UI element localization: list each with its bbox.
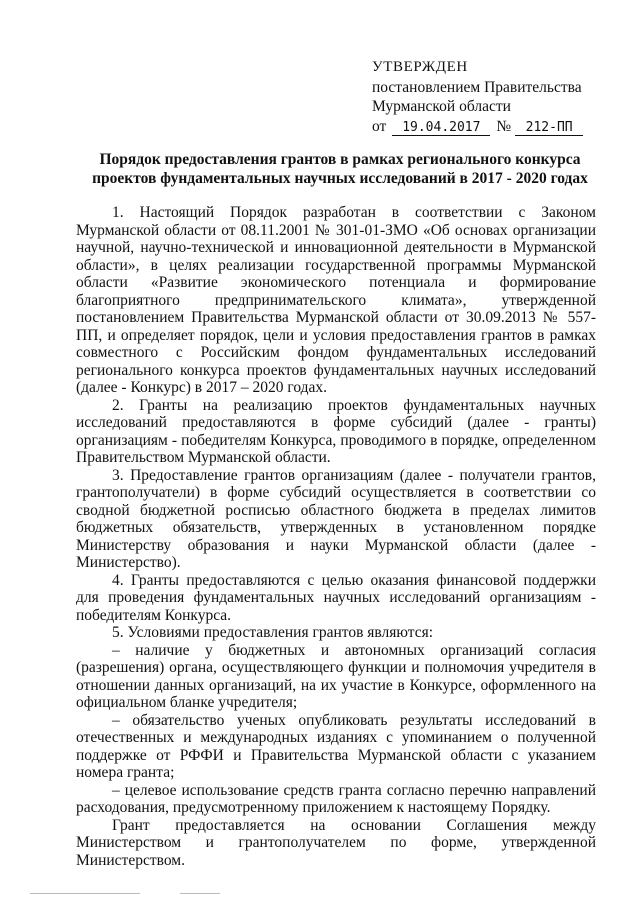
footer-rule-left [30, 893, 140, 894]
document-body [76, 204, 596, 869]
approval-line-2: Мурманской области [372, 98, 511, 115]
condition-1: – наличие у бюджетных и автономных организаций согласия (разрешения) органа, осуществляющего функции и полномочия учредителя в отношении данных организаций, на их участие в Конкурсе, оформленного на официальном бланке учредителя; [76, 641, 596, 711]
approval-number: 212-ПП [515, 120, 583, 136]
document-title [70, 150, 610, 188]
paragraph-grant-basis: Грант предоставляется на основании Соглашения между Министерством и грантополучателем по форме, утвержденной Министерством. [76, 816, 596, 869]
condition-2: – обязательство ученых опубликовать результаты исследований в отечественных и международных изданиях с упоминанием о полученной поддержке от РФФИ и Правительства Мурманской области с указанием номера гранта; [76, 711, 596, 781]
approval-stamp [372, 58, 622, 136]
title-line-2: проектов фундаментальных научных исследований в 2017 - 2020 годах [92, 170, 588, 187]
approval-line-1: постановлением Правительства [372, 78, 582, 96]
date-prefix: от [372, 117, 387, 135]
paragraph-2: 2. Гранты на реализацию проектов фундаментальных научных исследований предоставляются в форме субсидий (далее - гранты) организациям - победителям Конкурса, проводимого в порядке, определенном Правительством Мурманской области. [76, 396, 596, 466]
condition-3: – целевое использование средств гранта согласно перечню направлений расходования, предусмотренному приложением к настоящему Порядку. [76, 781, 596, 816]
paragraph-4: 4. Гранты предоставляются с целью оказания финансовой поддержки для проведения фундаментальных научных исследований организациям - победителям Конкурса. [76, 571, 596, 624]
footer-rule-right [180, 893, 220, 894]
paragraph-1: 1. Настоящий Порядок разработан в соответствии с Законом Мурманской области от 08.11.2001 № 301-01-ЗМО «Об основах организации научной, научно-технической и инновационной деятельности в Мурманской области», в целях реализации государственной программы Мурманской области «Развитие экономического потенциала и формирование благоприятного предпринимательского климата», утвержденной постановлением Правительства Мурманской области от 30.09.2013 № 557-ПП, и определяет порядок, цели и условия предоставления грантов в рамках совместного с Российским фондом фундаментальных исследований регионального конкурса проектов фундаментальных научных исследований (далее - Конкурс) в 2017 – 2020 годах. [76, 204, 596, 396]
approval-heading: УТВЕРЖДЕН [372, 59, 468, 75]
footer-rule [0, 893, 640, 897]
approval-date: 19.04.2017 [392, 120, 490, 136]
paragraph-5: 5. Условиями предоставления грантов являются: [112, 624, 434, 641]
title-line-1: Порядок предоставления грантов в рамках регионального конкурса [99, 151, 581, 168]
approval-date-line [372, 117, 622, 137]
paragraph-3: 3. Предоставление грантов организациям (далее - получатели грантов, грантополучатели) в форме субсидий осуществляется в соответствии со сводной бюджетной росписью областного бюджета в пределах лимитов бюджетных обязательств, утвержденных в установленном порядке Министерству образования и науки Мурманской области (далее - Министерство). [76, 466, 596, 571]
number-prefix: № [496, 117, 512, 135]
